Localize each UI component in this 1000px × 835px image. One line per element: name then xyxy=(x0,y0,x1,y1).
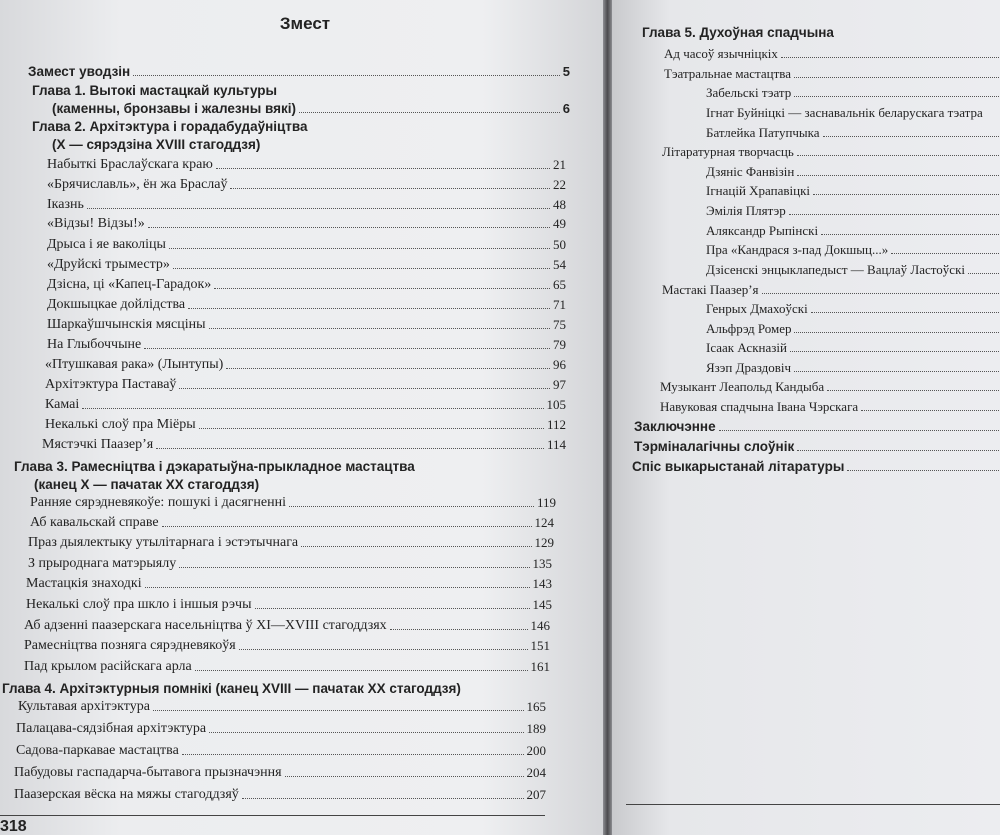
footer-rule xyxy=(0,815,545,816)
toc-entry[interactable]: Мастацкія знаходкі 143 xyxy=(26,576,552,591)
leader-dots xyxy=(133,75,560,76)
toc-title: Змест xyxy=(279,14,331,33)
toc-entry-bibliography[interactable]: Спіс выкарыстанай літаратуры xyxy=(632,458,1000,475)
toc-entry[interactable]: Пабудовы гаспадарча-бытавога прызначэння 204 xyxy=(14,765,546,780)
toc-entry[interactable]: Докшыцкае дойлідства 71 xyxy=(47,297,566,312)
toc-entry[interactable]: Рамесніцтва позняга сярэдневякоўя 151 xyxy=(24,638,550,653)
toc-entry[interactable]: Ігнацій Храпавіцкі xyxy=(706,182,1000,199)
toc-entry[interactable]: Дзісенскі энцыклапедыст — Вацлаў Ластоўскі xyxy=(706,261,1000,278)
toc-entry[interactable]: Шаркаўшчынскія мясціны 75 xyxy=(47,317,566,332)
chapter-3-subheading: (канец Х — пачатак ХХ стагоддзя) xyxy=(34,477,260,492)
entry-title: Замест уводзін xyxy=(28,64,131,79)
toc-entry[interactable]: Ранняе сярэдневякоўе: пошукі і дасягненні 119 xyxy=(30,495,556,510)
toc-entry[interactable]: З прыроднага матэрыялу 135 xyxy=(28,556,552,571)
chapter-2-heading[interactable]: Глава 2. Архітэктура і горадабудаўніцтва xyxy=(32,119,308,134)
toc-entry[interactable]: «Друйскі трыместр» 54 xyxy=(47,257,566,272)
toc-entry[interactable]: Пра «Кандрася з-пад Докшыц...» xyxy=(706,241,1000,258)
toc-entry[interactable]: Архітэктура Паставаў 97 xyxy=(45,377,566,392)
toc-entry[interactable]: Літаратурная творчасць xyxy=(662,143,1000,160)
chapter-5-heading[interactable]: Глава 5. Духоўная спадчына xyxy=(642,25,834,40)
toc-entry[interactable]: Некалькі слоў пра шкло і іншыя рэчы 145 xyxy=(26,597,552,612)
chapter-1-heading[interactable]: Глава 1. Вытокі мастацкай культуры xyxy=(32,83,278,98)
toc-entry[interactable]: Ісаак Аскназій xyxy=(706,339,1000,356)
entry-title: (каменны, бронзавы і жалезны вякі) xyxy=(52,101,296,116)
book-spine xyxy=(603,0,612,835)
chapter-1-subheading[interactable] xyxy=(52,100,570,117)
toc-entry[interactable]: «Птушкавая рака» (Лынтупы) 96 xyxy=(45,357,566,372)
toc-entry[interactable]: «Брячиславль», ён жа Браслаў 22 xyxy=(47,177,566,192)
toc-entry-intro[interactable] xyxy=(28,63,570,80)
toc-entry[interactable]: Культавая архітэктура 165 xyxy=(18,699,546,714)
toc-entry[interactable]: Дрыса і яе ваколіцы 50 xyxy=(47,237,566,252)
toc-entry[interactable]: Паазерская вёска на мяжы стагоддзяў 207 xyxy=(14,787,546,802)
leader-dots xyxy=(299,112,560,113)
toc-entry-conclusion[interactable]: Заключэнне xyxy=(634,418,1000,435)
toc-entry[interactable]: Мастакі Паазер’я xyxy=(662,281,1000,298)
toc-entry[interactable]: Альфрэд Ромер xyxy=(706,320,1000,337)
toc-entry[interactable]: Аб кавальскай справе 124 xyxy=(30,515,554,530)
toc-entry[interactable]: Аб адзенні паазерскага насельніцтва ў XI—XVIII стагоддзях 146 xyxy=(24,618,550,633)
toc-entry[interactable]: Генрых Дмахоўскі xyxy=(706,300,1000,317)
toc-entry[interactable]: Садова-паркавае мастацтва 200 xyxy=(16,743,546,758)
toc-entry[interactable]: Язэп Драздовіч xyxy=(706,359,1000,376)
right-page xyxy=(612,0,1000,835)
toc-entry[interactable]: Аляксандр Рыпінскі xyxy=(706,222,1000,239)
chapter-3-heading[interactable]: Глава 3. Рамесніцтва і дэкаратыўна-прыкладное мастацтва xyxy=(14,459,415,474)
toc-entry[interactable]: Дзісна, ці «Капец-Гарадок» 65 xyxy=(47,277,566,292)
toc-entry[interactable]: Дзяніс Фанвізін xyxy=(706,163,1000,180)
toc-entry[interactable]: Ігнат Буйніцкі — заснавальнік беларускага тэатра xyxy=(706,105,983,120)
toc-entry[interactable]: Музыкант Леапольд Кандыба xyxy=(660,378,1000,395)
toc-entry[interactable]: Ад часоў язычніцкіх xyxy=(664,45,1000,62)
toc-entry[interactable]: Іказнь 48 xyxy=(47,197,566,212)
toc-entry[interactable]: Батлейка Патупчыка xyxy=(706,124,1000,141)
chapter-4-heading[interactable]: Глава 4. Архітэктурныя помнікі (канец XVIII — пачатак ХХ стагоддзя) xyxy=(2,681,461,696)
toc-entry[interactable]: Пад крылом расійскага арла 161 xyxy=(24,659,550,674)
toc-entry[interactable]: Некалькі слоў пра Міёры 112 xyxy=(45,417,566,432)
toc-entry[interactable]: На Глыбоччыне 79 xyxy=(47,337,566,352)
chapter-2-subheading: (Х — сярэдзіна XVIII стагоддзя) xyxy=(52,137,261,152)
toc-entry[interactable]: Набыткі Браслаўскага краю 21 xyxy=(47,157,566,172)
toc-entry-glossary[interactable]: Тэрміналагічны слоўнік xyxy=(634,438,1000,455)
entry-page: 6 xyxy=(562,101,570,116)
toc-entry[interactable]: Праз дыялектыку утылітарнага і эстэтычнага 129 xyxy=(28,535,554,550)
footer-rule xyxy=(626,804,1000,805)
toc-entry[interactable]: Палацава-сядзібная архітэктура 189 xyxy=(16,721,546,736)
toc-entry[interactable]: Навуковая спадчына Івана Чэрскага xyxy=(660,398,1000,415)
toc-entry[interactable]: Эмілія Плятэр xyxy=(706,202,1000,219)
page-number: 318 xyxy=(0,818,27,835)
toc-entry[interactable]: Забельскі тэатр xyxy=(706,84,1000,101)
toc-entry[interactable]: «Відзы! Відзы!» 49 xyxy=(47,216,566,231)
entry-page: 5 xyxy=(562,64,570,79)
toc-entry[interactable]: Мястэчкі Паазер’я 114 xyxy=(42,437,566,452)
toc-entry[interactable]: Камаі 105 xyxy=(45,397,566,412)
toc-entry[interactable]: Тэатральнае мастацтва xyxy=(664,65,1000,82)
